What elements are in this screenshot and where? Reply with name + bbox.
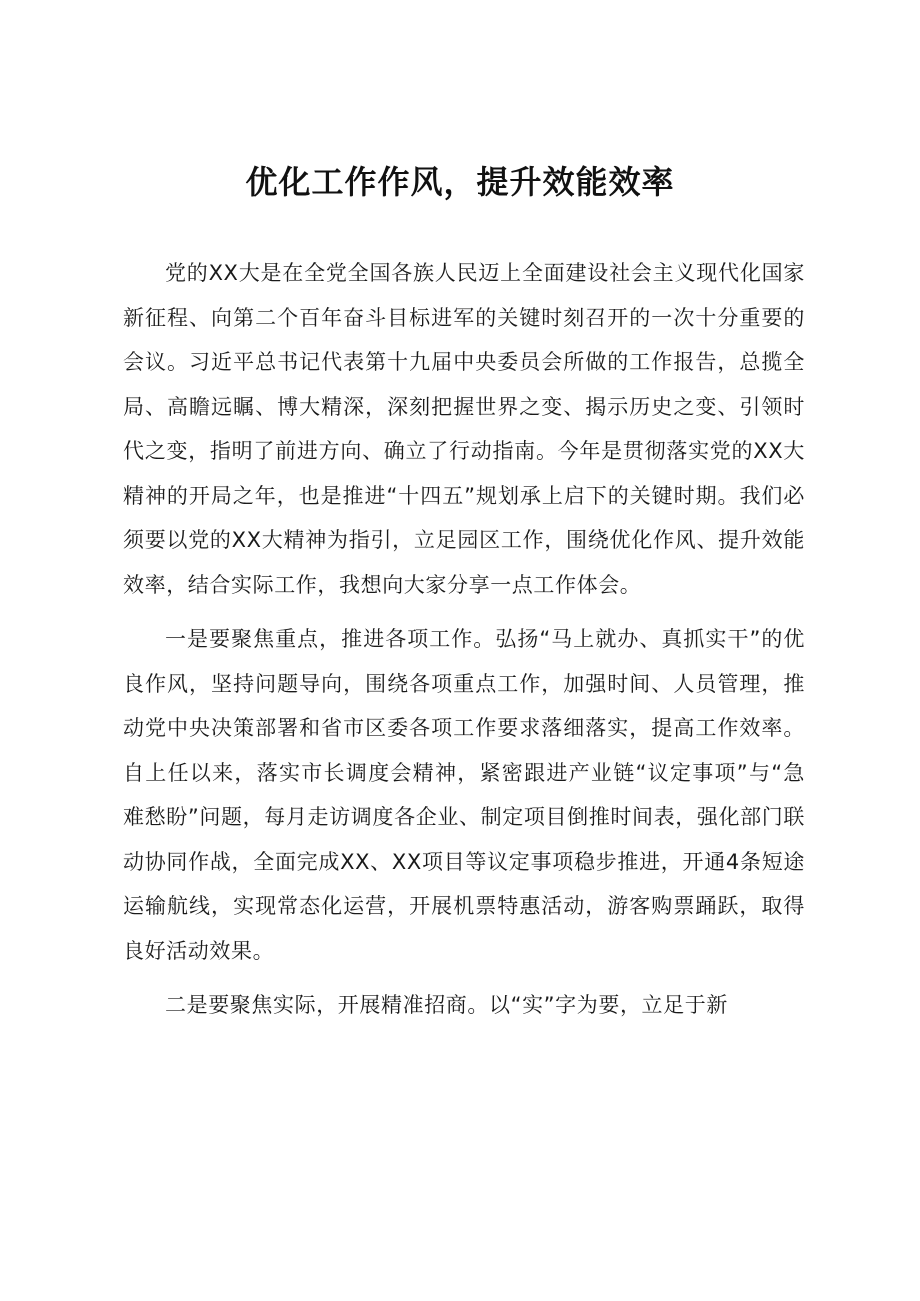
paragraph-intro: 党的XX大是在全党全国各族人民迈上全面建设社会主义现代化国家新征程、向第二个百年奋斗目标进军的关键时刻召开的一次十分重要的会议。习近平总书记代表第十九届中央委员会所做的工作报告，总揽全局、高瞻远瞩、博大精深，深刻把握世界之变、揭示历史之变、引领时代之变，指明了前进方向、确立了行动指南。今年是贯彻落实党的XX大精神的开局之年，也是推进“十四五”规划承上启下的关键时期。我们必须要以党的XX大精神为指引，立足园区工作，围绕优化作风、提升效能效率，结合实际工作，我想向大家分享一点工作体会。 xyxy=(123,261,805,597)
paragraph-point-one: 一是要聚焦重点，推进各项工作。弘扬“马上就办、真抓实干”的优良作风，坚持问题导向，围绕各项重点工作，加强时间、人员管理，推动党中央决策部署和省市区委各项工作要求落细落实，提高工作效率。自上任以来，落实市长调度会精神，紧密跟进产业链“议定事项”与“急难愁盼”问题，每月走访调度各企业、制定项目倒推时间表，强化部门联动协同作战，全面完成XX、XX项目等议定事项稳步推进，开通4条短途运输航线，实现常态化运营，开展机票特惠活动，游客购票踊跃，取得良好活动效果。 xyxy=(123,627,805,963)
document-body xyxy=(123,251,805,1038)
paragraph-point-two: 二是要聚焦实际，开展精准招商。以“实”字为要，立足于新 xyxy=(165,993,728,1017)
document-title: 优化工作作风，提升效能效率 xyxy=(245,163,675,201)
